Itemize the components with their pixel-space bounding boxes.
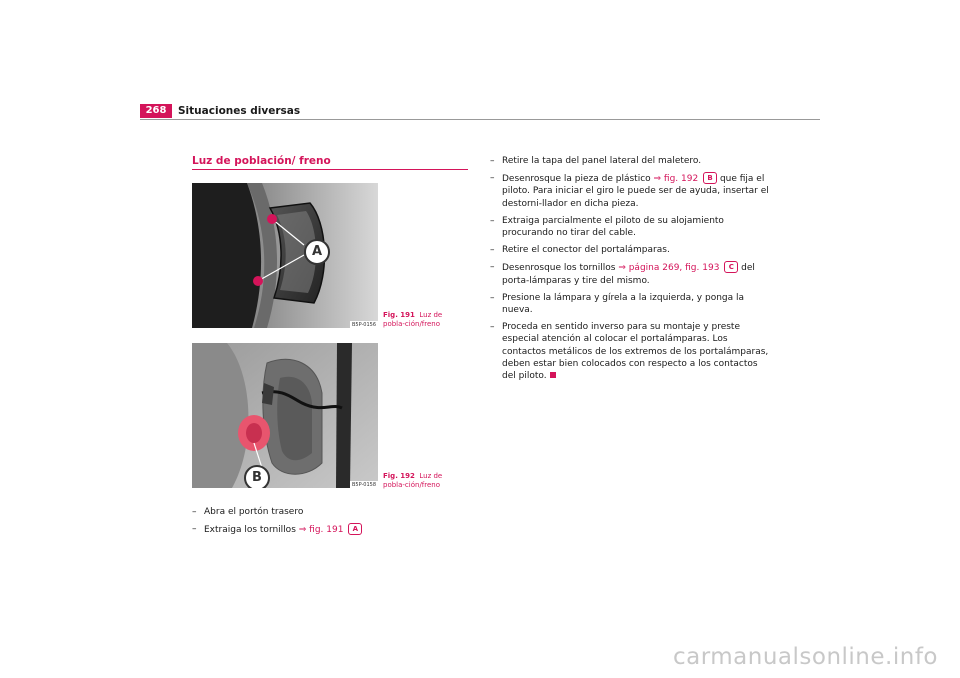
figure-191-image [192,183,378,328]
page-number: 268 [140,104,172,118]
section-title: Luz de población/ freno [192,155,331,167]
figure-callout-a: A [304,239,330,265]
steps-list-left [192,506,468,541]
list-item: – Desenrosque los tornillos ⇒ página 269, fig. 193 C del porta-lámparas y tire del mismo. [490,261,770,286]
section-divider [192,169,468,170]
steps-list-right [490,155,770,387]
figure-link[interactable]: ⇒ fig. 192 [653,174,699,185]
figure-192-image [192,343,378,488]
callout-badge-b: B [703,172,717,184]
figure-192-caption: Fig. 192 Luz de pobla-ción/freno [383,472,443,489]
list-item: – Proceda en sentido inverso para su montaje y preste especial atención al colocar el portalámparas. Los contactos metálicos de los extremos de los portalámparas, deben estar bien colocados con respecto a los contactos del piloto. [490,321,770,382]
end-of-section-icon [550,372,556,378]
callout-badge-c: C [724,261,738,273]
figure-code: B5P-0156 [351,322,376,328]
list-item: – Abra el portón trasero [192,506,468,518]
figure-callout-b: B [244,465,270,488]
header-divider [140,119,820,120]
figure-link[interactable]: ⇒ fig. 191 [298,525,344,536]
chapter-title: Situaciones diversas [178,105,301,117]
watermark: carmanualsonline.info [672,644,938,670]
page-link[interactable]: ⇒ página 269, fig. 193 [618,263,720,274]
list-item: – Extraiga parcialmente el piloto de su alojamiento procurando no tirar del cable. [490,215,770,239]
list-item: – Retire el conector del portalámparas. [490,244,770,256]
list-item: – Extraiga los tornillos ⇒ fig. 191 A [192,523,468,536]
figure-191-caption: Fig. 191 Luz de pobla-ción/freno [383,311,443,328]
list-item: – Retire la tapa del panel lateral del maletero. [490,155,770,167]
list-item: – Presione la lámpara y gírela a la izquierda, y ponga la nueva. [490,292,770,316]
list-item: – Desenrosque la pieza de plástico ⇒ fig. 192 B que fija el piloto. Para iniciar el giro le puede ser de ayuda, insertar el destorni-llador en dicha pieza. [490,172,770,210]
callout-badge-a: A [348,523,362,535]
figure-code: B5P-0158 [351,482,376,488]
